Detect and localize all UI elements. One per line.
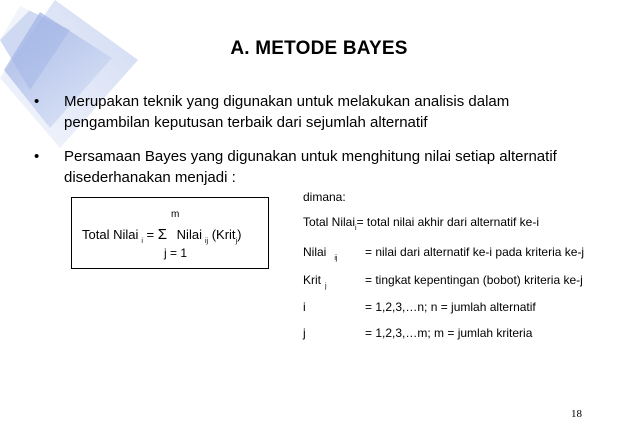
bullet-text-line: Merupakan teknik yang digunakan untuk melakukan analisis dalam [64, 93, 510, 110]
legend-definition: = nilai dari alternatif ke-i pada kriteria ke-j [365, 245, 585, 259]
formula-term-subscript: ij [204, 238, 209, 245]
formula-upper-limit: m [171, 209, 180, 220]
bullet-marker: • [34, 148, 40, 165]
legend-row [303, 245, 585, 262]
bullet-text-line: pengambilan keputusan terbaik dari sejumlah alternatif [64, 114, 428, 131]
formula-lhs: Total Nilai [82, 227, 139, 242]
legend-row [303, 215, 540, 232]
formula-lhs-subscript: i [141, 238, 143, 245]
formula-weight-subscript: j [235, 238, 238, 245]
bullet-item [34, 91, 509, 133]
formula-term: Nilai [176, 227, 202, 242]
legend-row [303, 300, 536, 314]
legend-term: Krit [303, 273, 321, 287]
legend-term-subscript: j [325, 283, 327, 290]
formula-weight: (Krit [211, 227, 236, 242]
bullet-marker: • [34, 93, 40, 110]
legend-definition: = tingkat kepentingan (bobot) kriteria ke-j [365, 273, 583, 287]
formula-lower-limit: j = 1 [164, 246, 188, 260]
legend-term-subscript: i [355, 225, 357, 232]
legend-term: Total Nilai [303, 215, 356, 229]
bullet-text-line: disederhanakan menjadi : [64, 169, 236, 186]
formula-box [71, 197, 269, 269]
legend-definition: = 1,2,3,…m; m = jumlah kriteria [365, 326, 533, 340]
legend-term: j [303, 326, 306, 340]
slide-title: A. METODE BAYES [230, 38, 408, 59]
page-number: 18 [571, 408, 582, 420]
legend-definition: = total nilai akhir dari alternatif ke-i [356, 215, 540, 229]
legend-definition: = 1,2,3,…n; n = jumlah alternatif [365, 300, 536, 314]
legend-row [303, 326, 532, 340]
legend-term: Nilai [303, 245, 327, 259]
bullet-text-line: Persamaan Bayes yang digunakan untuk menghitung nilai setiap alternatif [64, 148, 557, 165]
legend-header: dimana: [303, 190, 346, 204]
formula-equals: = [146, 227, 155, 242]
legend-row [303, 273, 583, 290]
legend-term: i [303, 300, 306, 314]
formula-close-paren: ) [237, 227, 242, 242]
legend-term-subscript: ij [334, 255, 338, 262]
bullet-item [34, 146, 557, 188]
sigma-symbol: Σ [157, 226, 168, 243]
